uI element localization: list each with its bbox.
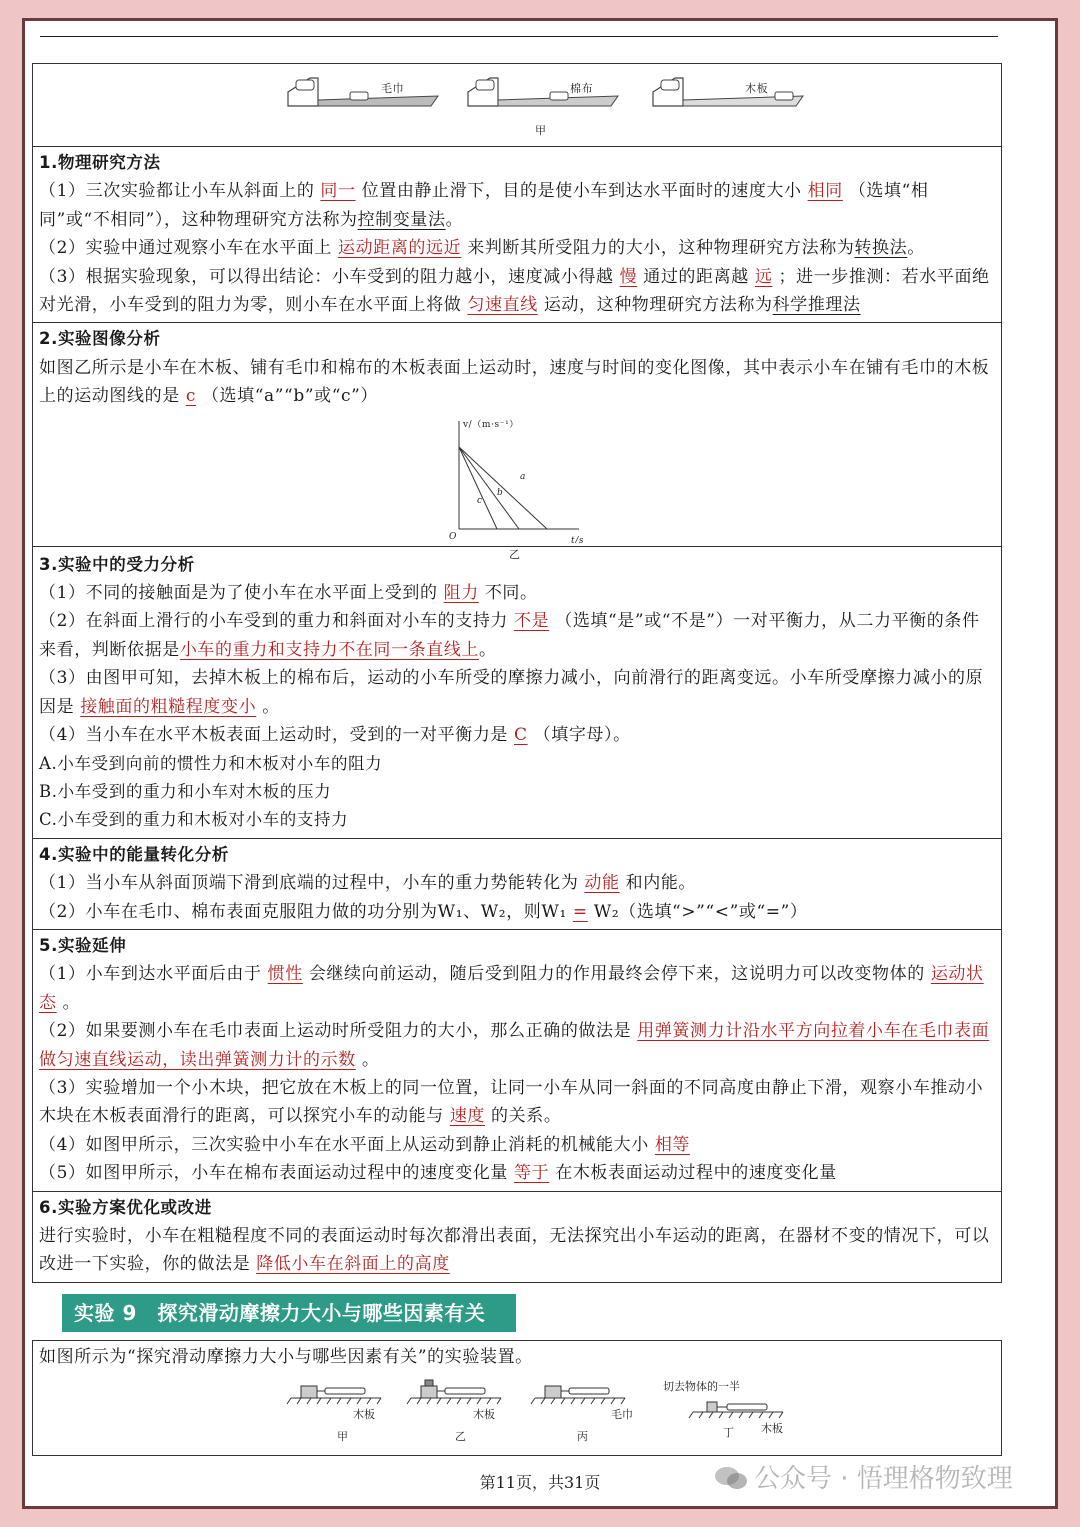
surface-yi: 木板 — [473, 1408, 495, 1422]
vt-graph-svg — [39, 411, 997, 543]
section-3 — [33, 546, 1001, 838]
graph-ylabel: v/（m·s⁻¹） — [463, 419, 519, 430]
watermark — [714, 1458, 1013, 1495]
line-b — [459, 447, 519, 529]
blank: C — [514, 725, 528, 746]
blank: 小车的重力和支持力不在同一条直线上 — [179, 639, 480, 660]
s3-p1: （1）不同的接触面是为了使小车在水平面上受到的 阻力 不同。 — [39, 583, 538, 604]
exp9-figures-svg — [33, 1374, 999, 1454]
s3-p3: （3）由图甲可知，去掉木板上的棉布后，运动的小车所受的摩擦力减小，向前滑行的距离变远。小车所受摩擦力减小的原因是 接触面的粗糙程度变小 。 — [39, 668, 984, 717]
s4-p2: （2）小车在毛巾、棉布表面克服阻力做的功分别为W₁、W₂，则W₁ = W₂（选填“>”“<”或“=”） — [39, 901, 808, 922]
wechat-icon — [714, 1465, 748, 1491]
caption-yi: 乙 — [509, 547, 521, 561]
figure-jia-svg — [33, 64, 999, 146]
s1-p3: （3）根据实验现象，可以得出结论：小车受到的阻力越小，速度减小得越 慢 通过的距离越 远 ；进一步推测：若水平面绝对光滑，小车受到的阻力为零，则小车在水平面上将做 匀速直线 运动，这种物理研究方法称为科学推理法 — [39, 266, 990, 316]
experiment-8-box — [32, 63, 1002, 1283]
surface-jia: 木板 — [353, 1408, 375, 1422]
page-number: 第11页，共31页 — [479, 1473, 601, 1492]
blank: 慢 — [619, 266, 638, 287]
blank: c — [185, 386, 196, 407]
s5-p2: （2）如果要测小车在毛巾表面上运动时所受阻力的大小，那么正确的做法是 用弹簧测力计沿水平方向拉着小车在毛巾表面做匀速直线运动，读出弹簧测力计的示数 。 — [39, 1021, 990, 1070]
exp9-intro: 如图所示为“探究滑动摩擦力大小与哪些因素有关”的实验装置。 — [39, 1347, 533, 1367]
s1-p1: （1）三次实验都让小车从斜面上的 同一 位置由静止滑下，目的是使小车到达水平面时的速度大小 相同 （选填“相同”或“不相同”），这种物理研究方法称为控制变量法。 — [39, 181, 929, 230]
s1-p2: （2）实验中通过观察小车在水平面上 运动距离的远近 来判断其所受阻力的大小，这种物理研究方法称为转换法。 — [39, 238, 925, 259]
blank: 匀速直线 — [467, 295, 538, 316]
experiment-9-banner: 实验 9 探究滑动摩擦力大小与哪些因素有关 — [62, 1294, 516, 1332]
blank: 降低小车在斜面上的高度 — [256, 1254, 450, 1275]
blank: 不是 — [514, 611, 550, 632]
section-4-title: 4.实验中的能量转化分析 — [39, 844, 229, 864]
apparatus-bing — [531, 1386, 625, 1404]
note-ding: 切去物体的一半 — [663, 1380, 740, 1394]
surface-ding: 木板 — [761, 1422, 783, 1436]
graph-xlabel: t/s — [571, 535, 585, 543]
label-towel: 毛巾 — [381, 82, 405, 95]
blank: 运动状态 — [39, 964, 984, 1013]
blank: 远 — [754, 266, 773, 287]
surface-bing: 毛巾 — [611, 1408, 633, 1422]
blank: 相同 — [807, 181, 843, 202]
blank: 用弹簧测力计沿水平方向拉着小车在毛巾表面做匀速直线运动，读出弹簧测力计的示数 — [39, 1021, 990, 1070]
blank: 运动距离的远近 — [338, 238, 462, 259]
option-c: C.小车受到的重力和木板对小车的支持力 — [39, 810, 349, 830]
section-5-title: 5.实验延伸 — [39, 935, 127, 955]
blank: 阻力 — [443, 583, 479, 604]
s5-p5: （5）如图甲所示，小车在棉布表面运动过程中的速度变化量 等于 在木板表面运动过程中的速度变化量 — [39, 1163, 837, 1184]
label-wood: 木板 — [745, 82, 769, 95]
blank: 相等 — [654, 1134, 691, 1155]
blank: 速度 — [449, 1106, 486, 1127]
caption-exp9-bing: 丙 — [577, 1430, 588, 1444]
s5-p3: （3）实验增加一个小木块，把它放在木板上的同一位置，让同一小车从同一斜面的不同高度由静止下滑，观察小车推动小木块在木板表面滑行的距离，可以探究小车的动能与 速度 的关系。 — [39, 1077, 984, 1127]
ramp-wood — [653, 78, 803, 106]
section-3-title: 3.实验中的受力分析 — [39, 554, 195, 574]
option-b: B.小车受到的重力和小车对木板的压力 — [39, 781, 332, 801]
section-2 — [33, 322, 1001, 561]
graph-label-c: c — [477, 495, 483, 506]
section-6-title: 6.实验方案优化或改进 — [39, 1197, 212, 1217]
figure-yi — [39, 411, 995, 561]
line-c — [459, 447, 497, 529]
s2-p1: 如图乙所示是小车在木板、铺有毛巾和棉布的木板表面上运动时，速度与时间的变化图像，其中表示小车在铺有毛巾的木板上的运动图线的是 c （选填“a”“b”或“c”） — [39, 357, 990, 407]
section-1-title: 1.物理研究方法 — [39, 153, 161, 172]
caption-exp9-jia: 甲 — [337, 1430, 348, 1444]
s3-p4: （4）当小车在水平木板表面上运动时，受到的一对平衡力是 C （填字母）。 — [39, 725, 631, 746]
s5-p4: （4）如图甲所示，三次实验中小车在水平面上从运动到静止消耗的机械能大小 相等 — [39, 1131, 995, 1159]
label-cotton: 棉布 — [570, 82, 594, 95]
s4-p1: （1）当小车从斜面顶端下滑到底端的过程中，小车的重力势能转化为 动能 和内能。 — [39, 873, 697, 894]
section-6 — [33, 1191, 1001, 1282]
blank: 同一 — [320, 181, 356, 202]
caption-jia: 甲 — [535, 124, 547, 137]
apparatus-ding — [689, 1402, 783, 1418]
ramp-cotton — [468, 78, 618, 106]
s5-p1: （1）小车到达水平面后由于 惯性 会继续向前运动，随后受到阻力的作用最终会停下来，这说明力可以改变物体的 运动状态 。 — [39, 964, 984, 1013]
apparatus-yi — [407, 1380, 501, 1404]
graph-label-b: b — [497, 487, 504, 498]
watermark-text: 公众号 · 悟理格物致理 — [754, 1464, 1013, 1494]
blank: 惯性 — [267, 964, 303, 985]
ramp-towel — [288, 78, 438, 106]
blank: 等于 — [514, 1163, 550, 1184]
experiment-9-box — [32, 1340, 1002, 1456]
section-1 — [33, 146, 1001, 322]
section-5 — [33, 929, 1001, 1191]
blank: 接触面的粗糙程度变小 — [80, 696, 257, 717]
section-4 — [33, 838, 1001, 929]
figure-jia — [33, 64, 1001, 146]
graph-label-a: a — [520, 471, 526, 482]
option-a: A.小车受到向前的惯性力和木板对小车的阻力 — [39, 753, 383, 773]
header-rule — [40, 36, 998, 37]
caption-exp9-yi: 乙 — [455, 1430, 466, 1444]
apparatus-jia — [287, 1386, 381, 1404]
graph-origin: O — [449, 531, 457, 542]
caption-exp9-ding: 丁 — [723, 1426, 734, 1440]
blank: = — [572, 901, 588, 922]
exp9-figures — [33, 1374, 1001, 1454]
blank: 动能 — [584, 873, 620, 894]
s6-p1: 进行实验时，小车在粗糙程度不同的表面运动时每次都滑出表面，无法探究出小车运动的距离，在器材不变的情况下，可以改进一下实验，你的做法是 降低小车在斜面上的高度 — [39, 1226, 990, 1275]
s3-p2: （2）在斜面上滑行的小车受到的重力和斜面对小车的支持力 不是 （选填“是”或“不是”）一对平衡力，从二力平衡的条件来看，判断依据是小车的重力和支持力不在同一条直线上。 — [39, 611, 980, 660]
section-2-title: 2.实验图像分析 — [39, 329, 161, 349]
